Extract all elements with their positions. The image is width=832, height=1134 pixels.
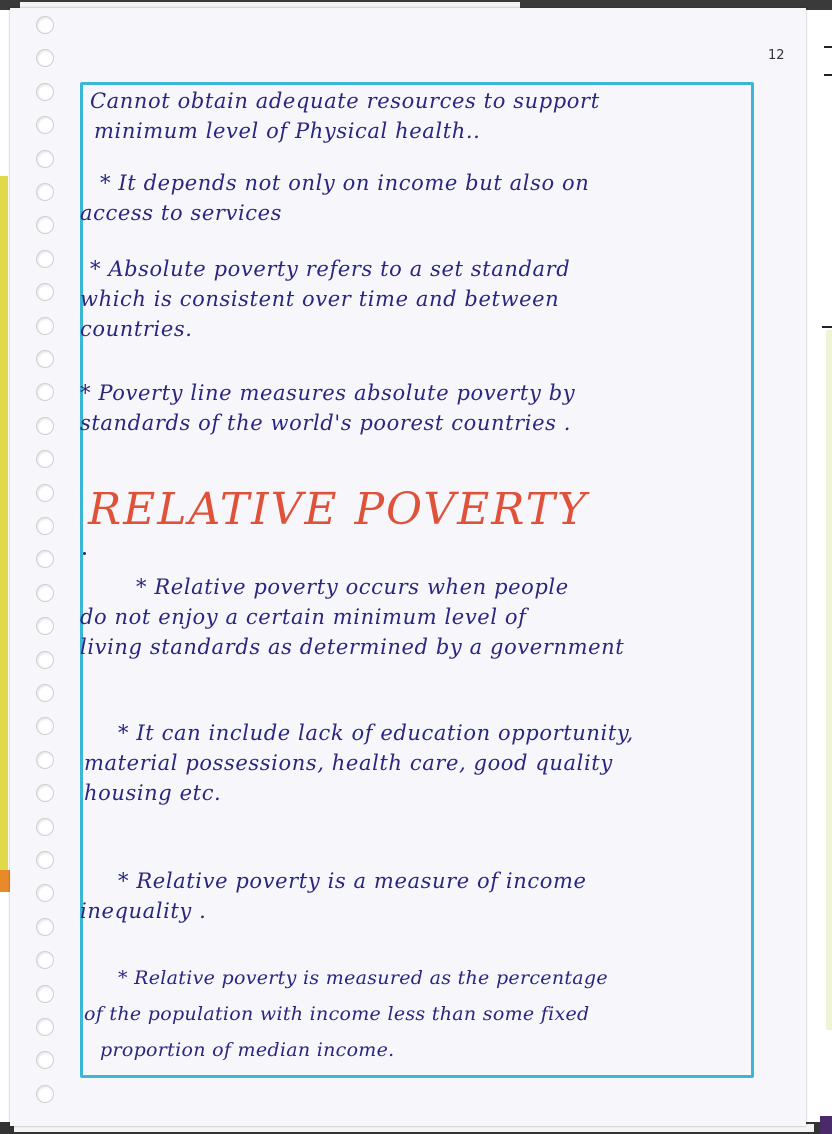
punch-hole — [36, 1085, 54, 1103]
punch-hole — [36, 417, 54, 435]
text-line: housing etc. — [84, 781, 222, 805]
right-edge-line — [822, 326, 832, 328]
text-line: proportion of median income. — [100, 1039, 395, 1061]
punch-hole — [36, 150, 54, 168]
punch-hole — [36, 16, 54, 34]
side-tab-orange — [0, 870, 10, 892]
text-line: access to services — [80, 201, 283, 225]
text-line: of the population with income less than some fixed — [84, 1003, 590, 1025]
paragraph-8 — [80, 960, 760, 1068]
punch-hole — [36, 450, 54, 468]
paragraph-6 — [80, 718, 760, 808]
right-edge-line — [824, 46, 832, 48]
right-edge-line — [824, 74, 832, 76]
punch-hole — [36, 717, 54, 735]
punch-hole — [36, 818, 54, 836]
text-line: which is consistent over time and between — [80, 287, 560, 311]
text-line: countries. — [80, 317, 193, 341]
paragraph-2 — [80, 168, 760, 228]
punch-hole — [36, 283, 54, 301]
punch-hole — [36, 951, 54, 969]
section-heading: RELATIVE POVERTY — [88, 484, 588, 535]
punch-hole — [36, 317, 54, 335]
punch-hole — [36, 517, 54, 535]
punch-hole — [36, 751, 54, 769]
paragraph-4 — [80, 378, 760, 438]
punch-hole — [36, 83, 54, 101]
text-line: * Absolute poverty refers to a set standard — [90, 257, 571, 281]
text-line: standards of the world's poorest countries . — [80, 411, 572, 435]
punch-hole — [36, 383, 54, 401]
punch-hole — [36, 350, 54, 368]
punch-hole — [36, 985, 54, 1003]
text-line: * Relative poverty is a measure of income — [118, 869, 587, 893]
text-line: * Relative poverty occurs when people — [136, 575, 569, 599]
punch-hole — [36, 684, 54, 702]
punch-hole — [36, 1051, 54, 1069]
paragraph-3 — [80, 254, 760, 344]
text-line: * It depends not only on income but also on — [100, 171, 590, 195]
text-line: * It can include lack of education opportunity, — [118, 721, 634, 745]
punch-hole — [36, 884, 54, 902]
punch-hole — [36, 250, 54, 268]
text-line: material possessions, health care, good quality — [84, 751, 613, 775]
punch-hole — [36, 918, 54, 936]
punch-holes — [36, 16, 60, 1116]
punch-hole — [36, 484, 54, 502]
paragraph-5 — [80, 572, 760, 662]
text-line: inequality . — [80, 899, 207, 923]
text-line: * Poverty line measures absolute poverty by — [80, 381, 576, 405]
punch-hole — [36, 1018, 54, 1036]
punch-hole — [36, 550, 54, 568]
paragraph-1 — [80, 86, 760, 146]
punch-hole — [36, 49, 54, 67]
scan-corner-mark — [820, 1116, 832, 1134]
punch-hole — [36, 183, 54, 201]
ink-dot — [83, 552, 86, 555]
right-edge-block — [826, 330, 832, 1030]
text-line: * Relative poverty is measured as the percentage — [118, 967, 608, 989]
punch-hole — [36, 851, 54, 869]
side-tab-yellow — [0, 176, 8, 876]
page-number: 12 — [768, 48, 785, 63]
text-line: living standards as determined by a government — [80, 635, 625, 659]
punch-hole — [36, 617, 54, 635]
punch-hole — [36, 116, 54, 134]
punch-hole — [36, 784, 54, 802]
text-line: do not enjoy a certain minimum level of — [80, 605, 527, 629]
paragraph-7 — [80, 866, 760, 926]
punch-hole — [36, 216, 54, 234]
punch-hole — [36, 584, 54, 602]
text-line: minimum level of Physical health.. — [94, 119, 481, 143]
punch-hole — [36, 651, 54, 669]
text-line: Cannot obtain adequate resources to support — [90, 89, 600, 113]
